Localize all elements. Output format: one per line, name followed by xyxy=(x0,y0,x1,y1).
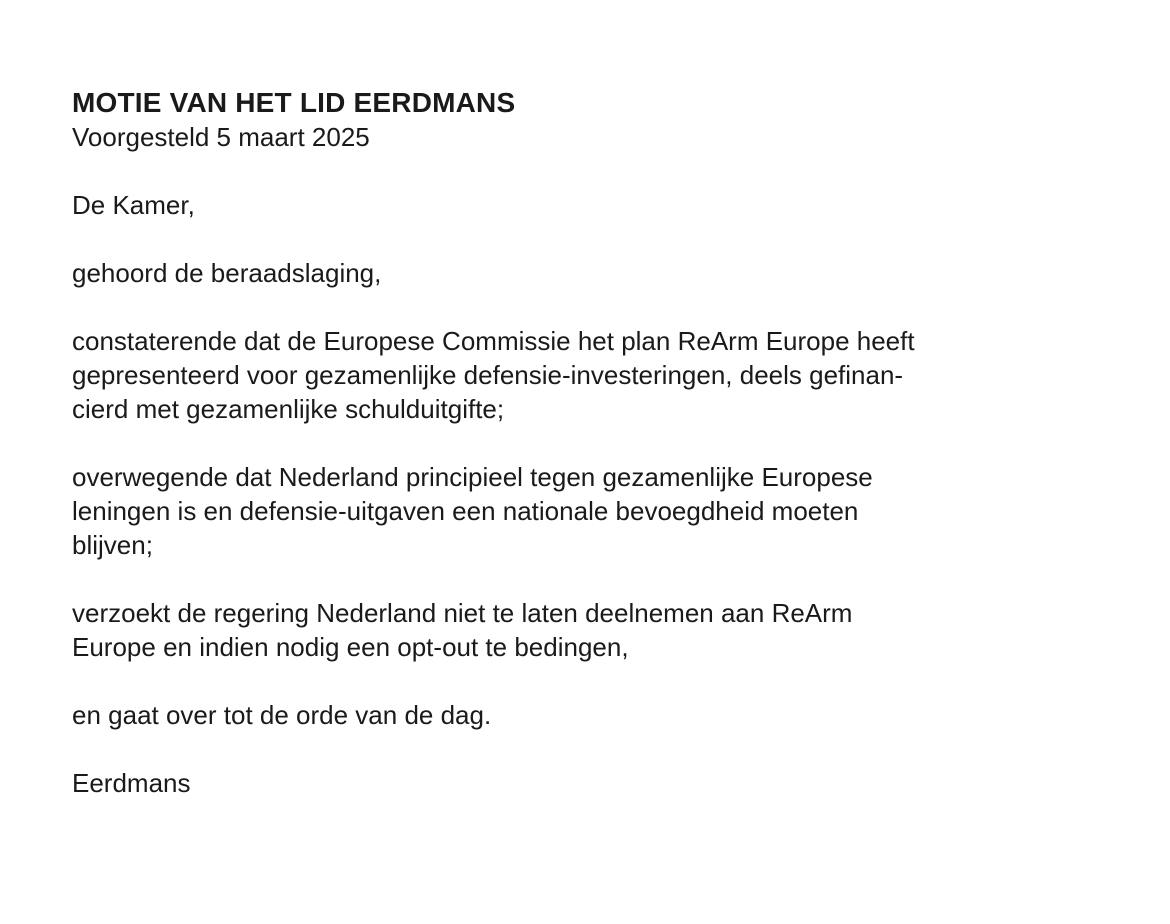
weighing-line: overwegende dat Nederland principieel tegen gezamenlijke Europese xyxy=(72,462,873,492)
closing-paragraph: en gaat over tot de orde van de dag. xyxy=(72,700,492,730)
weighing-line: leningen is en defensie-uitgaven een nationale bevoegdheid moeten xyxy=(72,496,859,526)
motion-document xyxy=(72,86,1112,800)
considering-paragraph xyxy=(72,324,1112,426)
considering-line: cierd met gezamenlijke schulduitgifte; xyxy=(72,394,505,424)
request-line: verzoekt de regering Nederland niet te laten deelnemen aan ReArm xyxy=(72,598,853,628)
document-title: MOTIE VAN HET LID EERDMANS xyxy=(72,87,516,118)
request-paragraph xyxy=(72,596,1112,664)
considering-line: gepresenteerd voor gezamenlijke defensie-investeringen, deels gefinan- xyxy=(72,360,904,390)
preamble: gehoord de beraadslaging, xyxy=(72,258,382,288)
request-line: Europe en indien nodig een opt-out te bedingen, xyxy=(72,632,629,662)
considering-line: constaterende dat de Europese Commissie het plan ReArm Europe heeft xyxy=(72,326,915,356)
weighing-paragraph xyxy=(72,460,1112,562)
salutation: De Kamer, xyxy=(72,190,195,220)
document-date: Voorgesteld 5 maart 2025 xyxy=(72,122,370,152)
weighing-line: blijven; xyxy=(72,530,153,560)
signature: Eerdmans xyxy=(72,768,191,798)
